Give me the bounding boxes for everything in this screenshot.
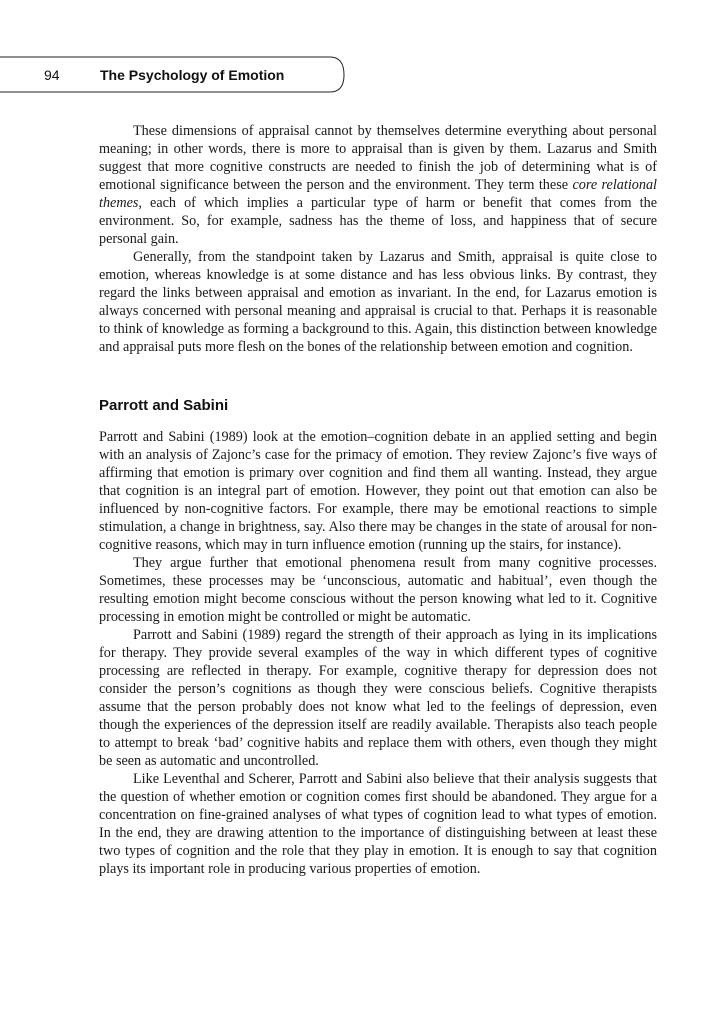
paragraph-text: , each of which implies a particular type of harm or benefit that comes from the environment. So, for example, sadness has the theme of loss, and happiness that of secure personal gain. [99, 195, 657, 247]
emphasis-term: core relational themes [99, 177, 657, 211]
page-body [99, 122, 657, 878]
body-paragraph: Like Leventhal and Scherer, Parrott and Sabini also believe that their analysis suggests that the question of whether emotion or cognition comes first should be abandoned. They argue for a concentration on fine-grained analyses of what types of cognition lead to what types of emotion. In the end, they are drawing attention to the importance of distinguishing between at least these two types of cognition and the role that they play in emotion. It is enough to say that cognition plays its important role in producing various properties of emotion. [99, 771, 657, 877]
body-paragraph: Parrott and Sabini (1989) look at the emotion–cognition debate in an applied setting and begin with an analysis of Zajonc’s case for the primacy of emotion. They review Zajonc’s five ways of affirming that emotion is primary over cognition and find them all wanting. Instead, they argue that cognition is an integral part of emotion. However, they point out that emotion can also be influenced by non-cognitive factors. For example, there may be emotional reactions to simple stimulation, a change in brightness, say. Also there may be changes in the state of arousal for non-cognitive reasons, which may in turn influence emotion (running up the stairs, for instance). [99, 429, 657, 553]
section-heading: Parrott and Sabini [99, 397, 229, 414]
body-paragraph: Parrott and Sabini (1989) regard the strength of their approach as lying in its implications for therapy. They provide several examples of the way in which different types of cognitive processing are reflected in therapy. For example, cognitive therapy for depression does not consider the person’s cognitions as though they were conscious beliefs. Cognitive therapists assume that the person probably does not know what led to the feelings of depression, even though the experiences of the depression itself are readily available. Therapists also teach people to attempt to break ‘bad’ cognitive habits and replace them with others, even though they might be seen as automatic and uncontrolled. [99, 627, 657, 769]
running-head [0, 52, 716, 102]
body-paragraph: They argue further that emotional phenomena result from many cognitive processes. Sometimes, these processes may be ‘unconscious, automatic and habitual’, even though the resulting emotion might become conscious without the person knowing what led to it. Cognitive processing in emotion might be controlled or might be automatic. [99, 555, 657, 625]
body-paragraph: Generally, from the standpoint taken by Lazarus and Smith, appraisal is quite close to emotion, whereas knowledge is at some distance and has less obvious links. By contrast, they regard the links between appraisal and emotion as invariant. In the end, for Lazarus emotion is always concerned with personal meaning and appraisal is crucial to that. Perhaps it is reasonable to think of knowledge as forming a background to this. Again, this distinction between knowledge and appraisal puts more flesh on the bones of the relationship between emotion and cognition. [99, 249, 657, 355]
book-title: The Psychology of Emotion [100, 67, 285, 83]
paragraph-text: These dimensions of appraisal cannot by themselves determine everything about personal meaning; in other words, there is more to appraisal than is given by them. Lazarus and Smith suggest that more cognitive constructs are needed to finish the job of determining what is of emotional significance between the person and the environment. They term these [99, 123, 657, 193]
body-paragraph [99, 122, 657, 248]
page-number: 94 [44, 67, 60, 83]
